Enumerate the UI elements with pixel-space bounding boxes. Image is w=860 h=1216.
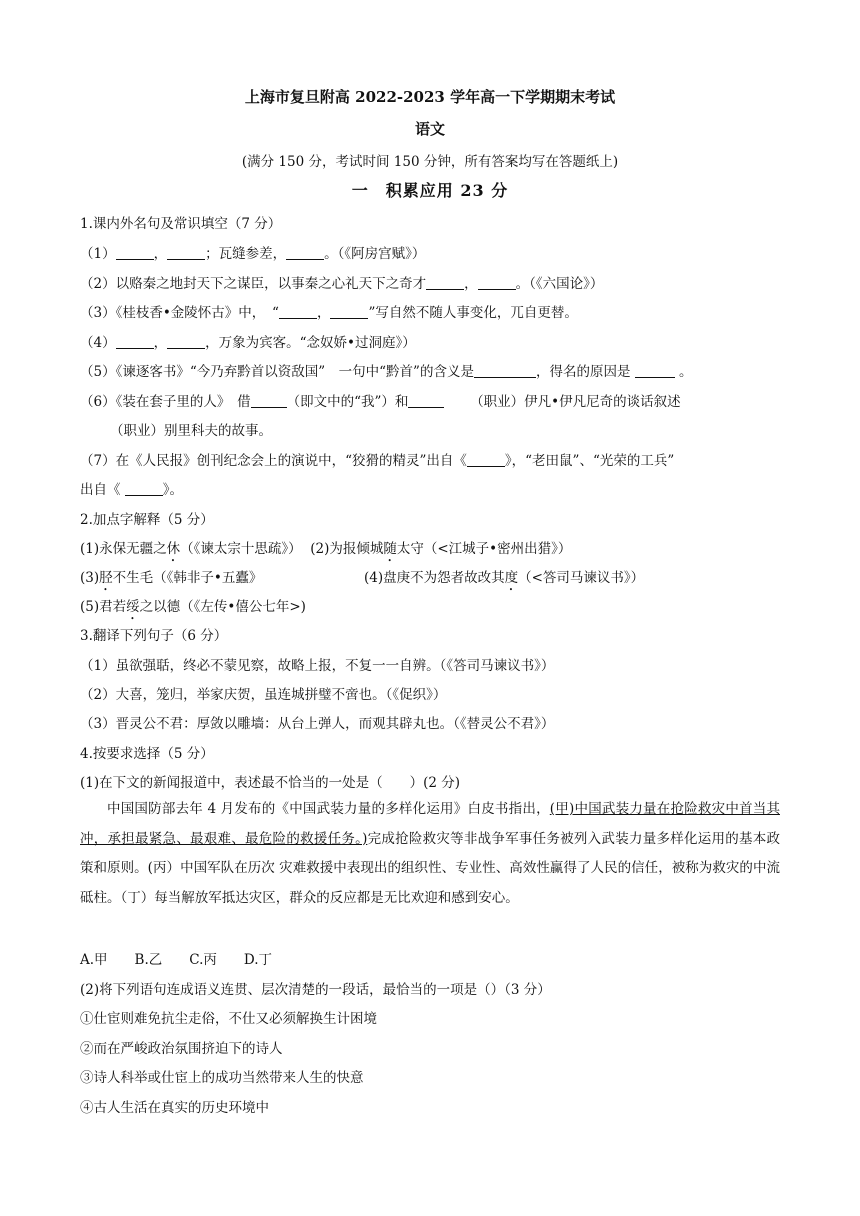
exam-instructions: (满分 150 分，考试时间 150 分钟，所有答案均写在答题纸上) — [241, 154, 619, 170]
answer-blank — [279, 304, 317, 319]
q1-item-1-text-d: 。（《阿房宫赋》） — [324, 246, 426, 262]
q2-row-1 — [80, 539, 792, 565]
q2-item-4 — [364, 568, 794, 594]
answer-blank — [426, 275, 464, 290]
q2-item-4-source: （<答司马谏议书》） — [518, 570, 645, 586]
answer-blank — [330, 304, 368, 319]
q4-part-1-options: A.甲 B.乙 C.丙 D.丁 — [80, 952, 273, 968]
q1-item-1-text-c: ；瓦缝参差， — [205, 246, 287, 262]
q1-item-3-text-b: ， — [316, 305, 331, 321]
section-heading: 一 积累应用 23 分 — [351, 181, 509, 200]
answer-blank — [474, 363, 536, 378]
q1-item-7-text-c: 出自《 — [80, 482, 121, 498]
q2-item-1-text: (1)永保无疆之 — [80, 541, 167, 557]
q4-part-2-question: (2)将下列语句连成语义连贯、层次清楚的一段话，最恰当的一项是（）（3 分） — [80, 982, 551, 998]
q4-part-1-question: (1)在下文的新闻报道中，表述最不恰当的一处是（ ）(2 分) — [80, 775, 461, 791]
q2-item-3-num: (3) — [80, 570, 100, 586]
q3-sentence-2: （2）大喜，笼归，举家庆贺，虽连城拼璧不啻也。（《促织》） — [80, 687, 447, 703]
q4-news-paragraph — [80, 795, 780, 913]
q1-item-6-text-a: （6）《装在套子里的人》 借 — [80, 394, 251, 410]
q1-item-6 — [80, 392, 792, 412]
answer-blank — [125, 481, 163, 496]
q1-item-7-text-b: 》，“老田鼠”、“光荣的工兵” — [504, 453, 675, 469]
q2-heading: 2.加点字解释（5 分） — [80, 512, 214, 528]
answer-blank — [116, 334, 154, 349]
q1-item-2-text-a: （2）以赂秦之地封天下之谋臣，以事秦之心礼天下之奇才 — [80, 276, 427, 292]
q1-heading: 1.课内外名句及常识填空（7 分） — [80, 216, 282, 232]
answer-blank — [635, 363, 675, 378]
q1-item-2-text-b: ， — [464, 276, 478, 292]
subject-title: 语文 — [414, 120, 445, 138]
q4-news-text-a: 中国国防部去年 4 月发布的《中国武装力量的多样化运用》白皮书指出， — [107, 801, 550, 817]
q2-item-5-source: 之以德（《左传•僖公七年>) — [139, 599, 306, 615]
q2-item-2-source: 太守（<江城子•密州出猎》） — [396, 541, 572, 557]
q3-sentence-1: （1）虽欲强聒，终必不蒙见察，故略上报，不复一一自辨。（《答司马谏议书》） — [80, 658, 555, 674]
q1-item-1-num: （1） — [80, 246, 116, 262]
q1-item-5 — [80, 362, 792, 382]
q1-item-5-text-a: （5）《谏逐客书》“今乃弃黔首以资敌国” 一句中“黔首”的含义是 — [80, 364, 474, 380]
q2-item-4-dotted-char: 度 — [504, 570, 519, 586]
answer-blank — [167, 245, 205, 260]
q4-option-3: ③诗人科举或仕宦上的成功当然带来人生的快意 — [80, 1070, 364, 1086]
q1-item-7-text-d: 》。 — [162, 482, 184, 498]
q1-item-1 — [80, 244, 792, 264]
answer-blank — [467, 452, 505, 467]
q1-item-6-text-b: （即文中的“我”）和 — [286, 394, 409, 410]
q1-item-3-text-a: （3）《桂枝香•金陵怀古》中， “ — [80, 305, 279, 321]
q4-news-text-b: 完成抢险救灾等非战争军事任务被列入武装力量多样化运用的基本政策和原则。(丙）中国军队在历次 灾难救援中表现出的组织性、专业性、高效性赢得了人民的信任，被称为救灾的中流砥柱。（丁）每当解放军抵达灾区，群众的反应都是无比欢迎和感到安心。 — [80, 830, 780, 906]
q1-item-6-text-c: （职业）伊凡•伊凡尼奇的谈话叙述 — [470, 394, 681, 410]
q1-item-5-text-c: 。 — [679, 364, 693, 380]
answer-blank — [478, 275, 516, 290]
q1-item-4-text-a: （4） — [80, 335, 116, 351]
answer-blank — [167, 334, 205, 349]
q3-sentence-3: （3）晋灵公不君：厚敛以雕墙：从台上弹人，而观其辟丸也。（《替灵公不君》） — [80, 716, 555, 732]
q4-option-1: ①仕宦则难免抗尘走俗，不仕又必须解换生计困境 — [80, 1011, 377, 1027]
q1-item-3-text-c: ”写自然不随人事变化，兀自更替。 — [368, 305, 578, 321]
q2-item-2-dotted-char: 随 — [383, 541, 397, 557]
q2-item-3-dotted-char: 胫 — [99, 570, 113, 586]
q1-item-2 — [80, 274, 792, 294]
q1-item-6-cont: （职业）别里科夫的故事。 — [110, 423, 272, 439]
q1-item-1-text-b: ， — [153, 246, 168, 262]
q1-item-4-text-b: ， — [153, 335, 168, 351]
answer-blank — [408, 393, 444, 408]
q2-item-5-dotted-char: 绥 — [126, 599, 140, 615]
q4-option-4: ④古人生活在真实的历史环境中 — [80, 1100, 269, 1116]
q1-item-3 — [80, 303, 792, 323]
q1-item-5-text-b: ，得名的原因是 — [535, 364, 631, 380]
q1-item-7-text-a: （7）在《人民报》创刊纪念会上的演说中，“狡猾的精灵”出自《 — [80, 453, 467, 469]
answer-blank — [251, 393, 287, 408]
q4-heading: 4.按要求选择（5 分） — [80, 746, 214, 762]
q1-item-4 — [80, 333, 792, 353]
q2-item-4-text: (4)盘庚不为怨者故改其 — [364, 570, 505, 586]
q2-item-5-text: (5)君若 — [80, 599, 127, 615]
answer-blank — [116, 245, 154, 260]
q4-news-underlined: (甲)中国武装力量在抢险救灾中首当其冲，承担最紧急、最艰难、最危险的救援任务。) — [80, 801, 780, 847]
q1-item-4-text-c: ，万象为宾客。“念奴娇•过洞庭》） — [205, 335, 416, 351]
q1-item-7 — [80, 451, 792, 471]
q3-heading: 3.翻译下列句子（6 分） — [80, 628, 228, 644]
answer-blank — [286, 245, 324, 260]
q2-item-3-source: 不生毛（《韩非子•五蠹》 — [112, 570, 263, 586]
q2-item-1-dotted-char: 休 — [166, 541, 181, 557]
exam-title: 上海市复旦附高 2022-2023 学年高一下学期期末考试 — [244, 88, 616, 106]
q2-row-3 — [80, 597, 792, 623]
q4-option-2: ②而在严峻政治氛围挤迫下的诗人 — [80, 1041, 283, 1057]
q2-item-2-text: (2)为报倾城 — [310, 541, 384, 557]
q1-item-7-cont — [80, 480, 792, 500]
q2-item-1-source: （《谏太宗十思疏》） — [180, 541, 302, 557]
q1-item-2-text-c: 。（《六国论》） — [515, 276, 604, 292]
